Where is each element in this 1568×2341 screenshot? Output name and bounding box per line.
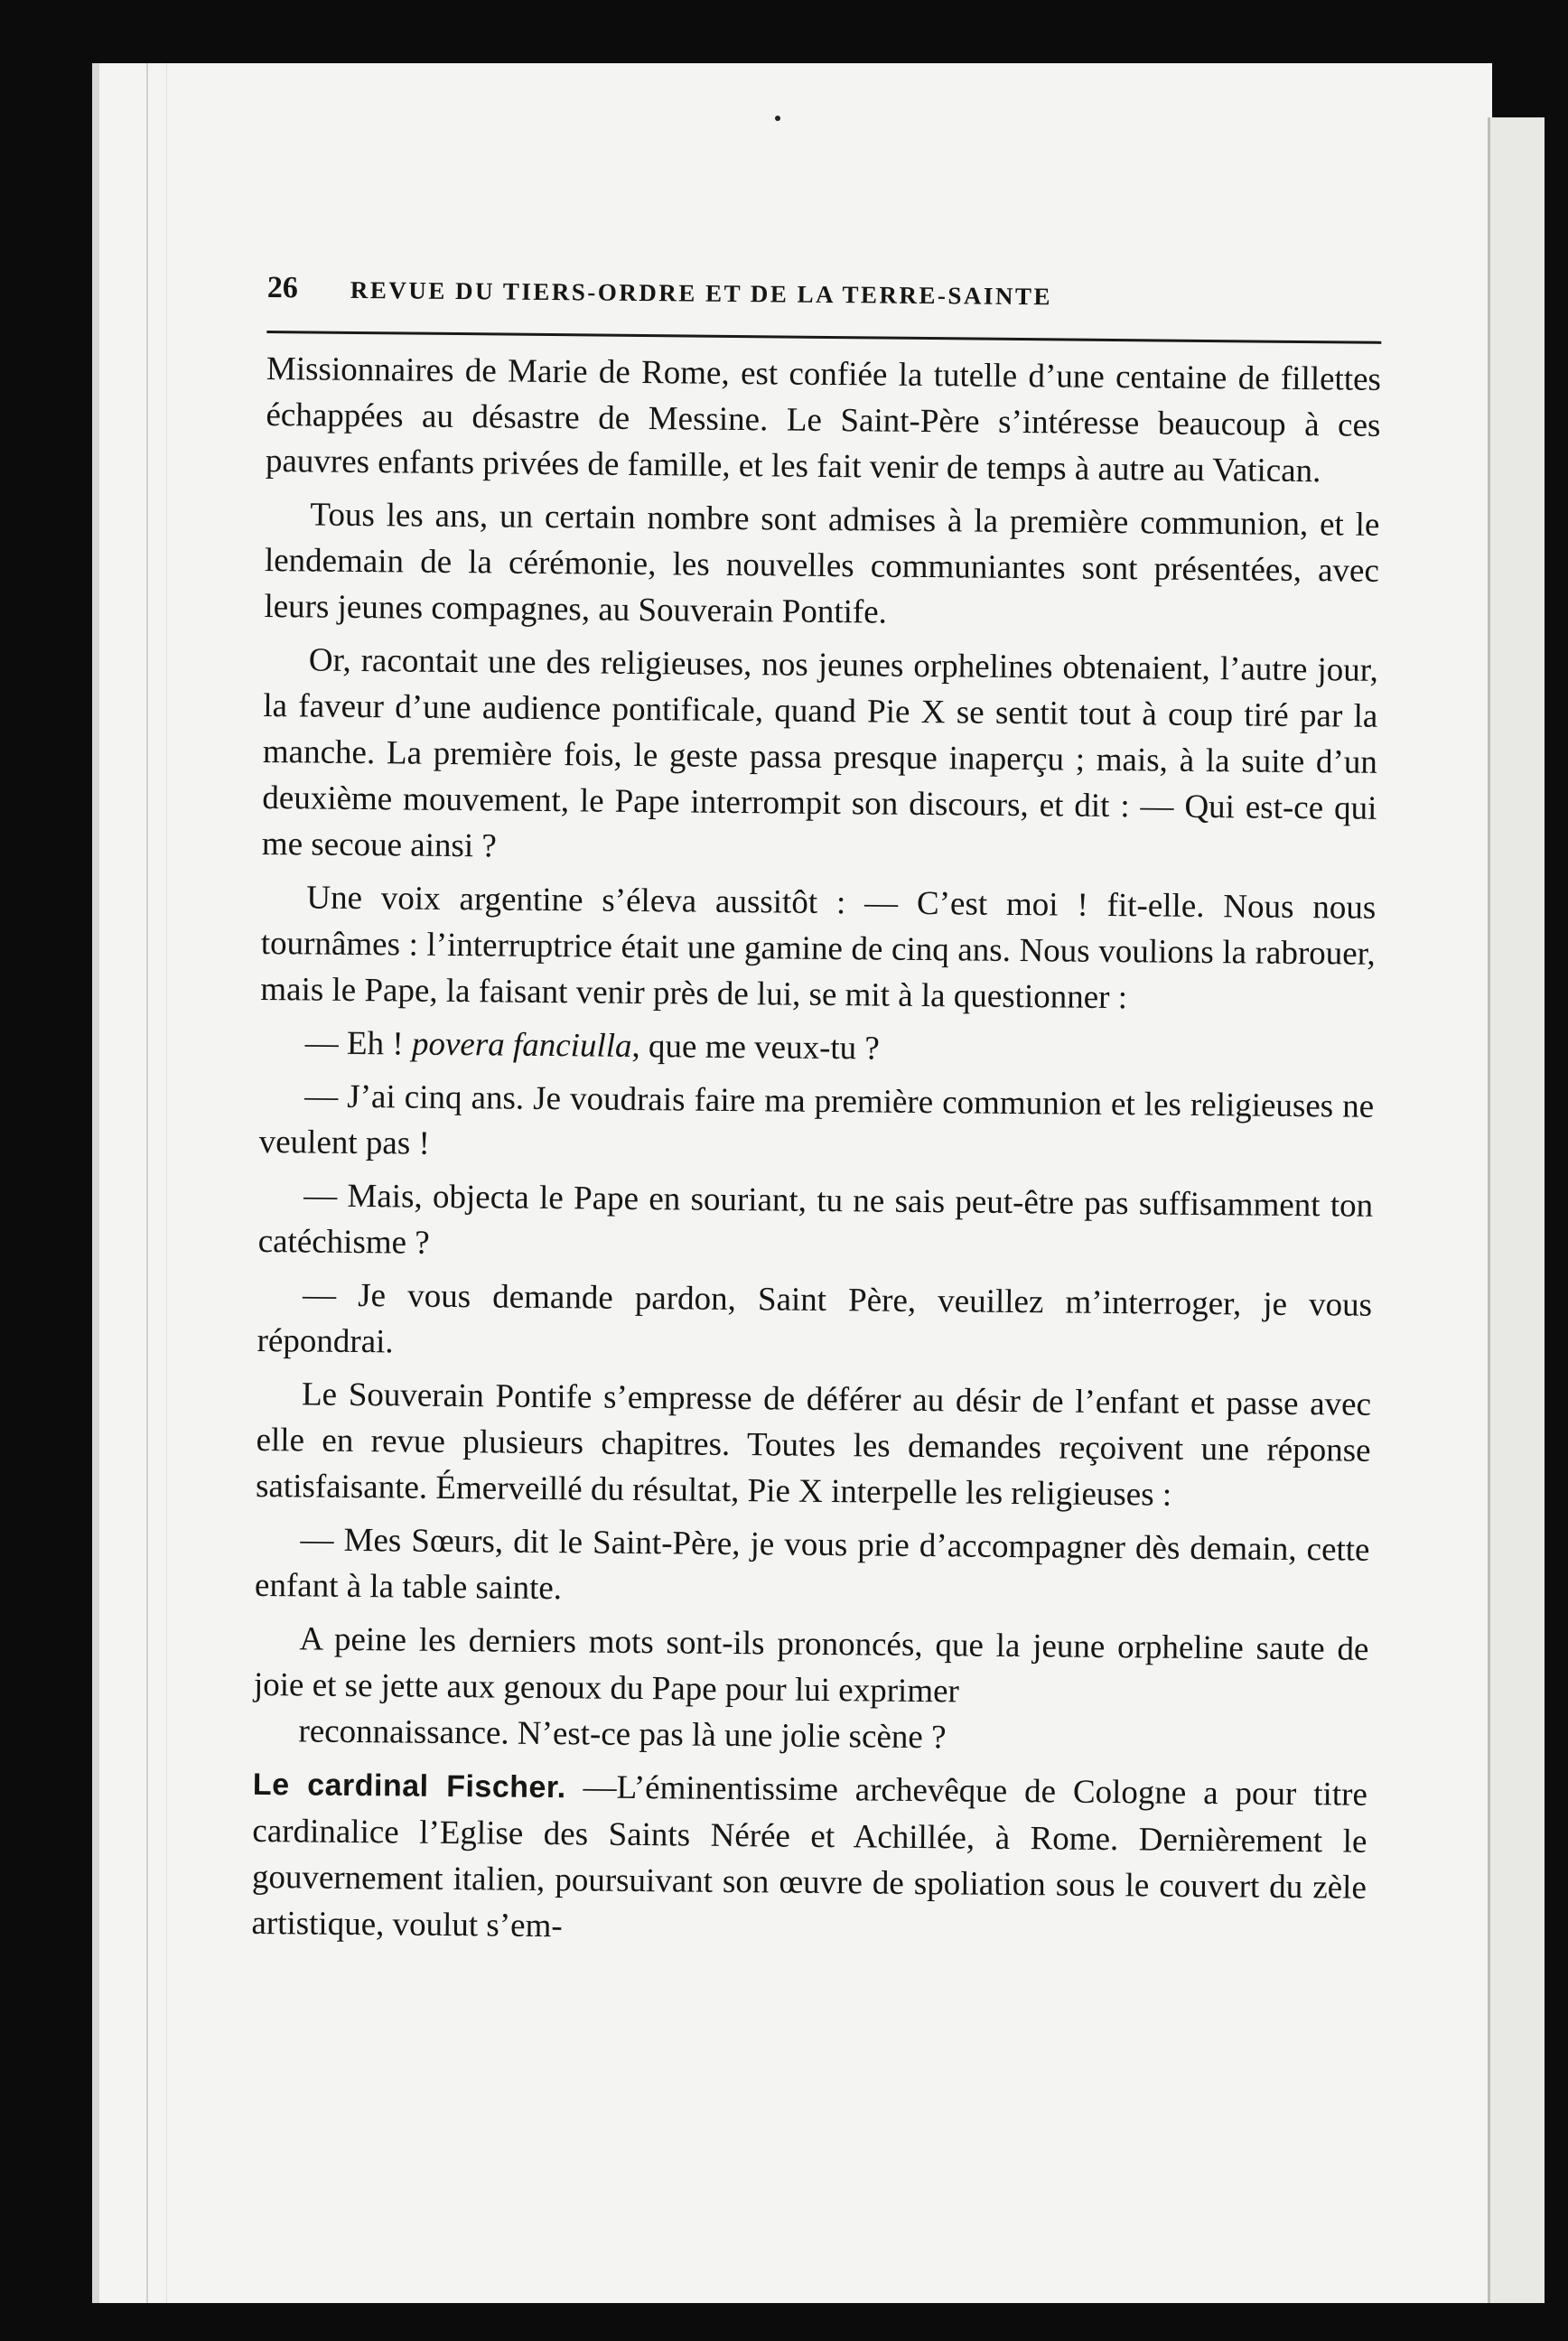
paragraph: A peine les derniers mots sont-ils prononcés, que la jeune orpheline saute de joie et se jette aux genoux du Pape pour lui exprimer (253, 1620, 1369, 1711)
fischer-text: —L’éminentissime archevêque de Cologne a pour titre cardinalice l’Eglise des Saints Nérée et Achillée, à Rome. Dernièrement le gouvernement italien, poursuivant son œuvre de spoliation sous le couvert du zèle artistique, voulut s’em- (251, 1768, 1368, 1945)
dialogue-line: — Mais, objecta le Pape en souriant, tu ne sais peut-être pas suffisamment ton catéchisme ? (257, 1177, 1374, 1262)
dialogue-line (260, 1020, 1375, 1077)
paragraph: Une voix argentine s’éleva aussitôt : — C’est moi ! fit-elle. Nous nous tournâmes : l’interruptrice était une gamine de cinq ans. Nous voulions la rabrouer, mais le Pape, la faisant venir près de lui, se mit à la questionner : (260, 879, 1377, 1017)
fischer-paragraph (251, 1761, 1367, 1957)
running-header (266, 271, 1382, 336)
print-speck (775, 116, 780, 121)
section-lead: Le cardinal Fischer. (252, 1767, 566, 1805)
paragraph: Or, racontait une des religieuses, nos jeunes orphelines obtenaient, l’autre jour, la faveur d’une audience pontificale, quand Pie X se sentit tout à coup tiré par la manche. La première fois, le geste passa presque inaperçu ; mais, à la suite d’un deuxième mouvement, le Pape interrompit son discours, et dit : — Qui est-ce qui me secoue ainsi ? (261, 641, 1379, 865)
running-title: REVUE DU TIERS-ORDRE ET DE LA TERRE-SAINTE (350, 275, 1053, 311)
dialogue-text: , que me veux-tu ? (631, 1027, 881, 1068)
page-gutter (146, 63, 167, 2303)
dialogue-line: — Mes Sœurs, dit le Saint-Père, je vous prie d’accompagner dès demain, cette enfant à la table sainte. (254, 1521, 1370, 1608)
dialogue-line: — J’ai cinq ans. Je voudrais faire ma première communion et les religieuses ne veulent pas ! (258, 1077, 1375, 1162)
closing-line: reconnaissance. N’est-ce pas là une jolie scène ? (298, 1712, 947, 1757)
text-block (251, 271, 1382, 1964)
page-number: 26 (266, 271, 298, 305)
next-page-edge (1488, 117, 1545, 2303)
paragraph: Le Souverain Pontife s’empresse de déférer au désir de l’enfant et passe avec elle en revue plusieurs chapitres. Toutes les demandes reçoivent une réponse satisfaisante. Émerveillé du résultat, Pie X interpelle les religieuses : (255, 1376, 1372, 1514)
paragraph: Missionnaires de Marie de Rome, est confiée la tutelle d’une centaine de fillettes échappées au désastre de Messine. Le Saint-Père s’intéresse beaucoup à ces pauvres enfants privées de famille, et les fait venir de temps à autre au Vatican. (265, 350, 1382, 490)
dialogue-text: — Eh ! (304, 1024, 413, 1063)
italic-phrase: povera fanciulla (411, 1025, 632, 1065)
dialogue-line: — Je vous demande pardon, Saint Père, veuillez m’interroger, je vous répondrai. (257, 1276, 1373, 1361)
paragraph: Tous les ans, un certain nombre sont admises à la première communion, et le lendemain de la cérémonie, les nouvelles communiantes sont présentées, avec leurs jeunes compagnes, au Souverain Pontife. (264, 496, 1380, 631)
